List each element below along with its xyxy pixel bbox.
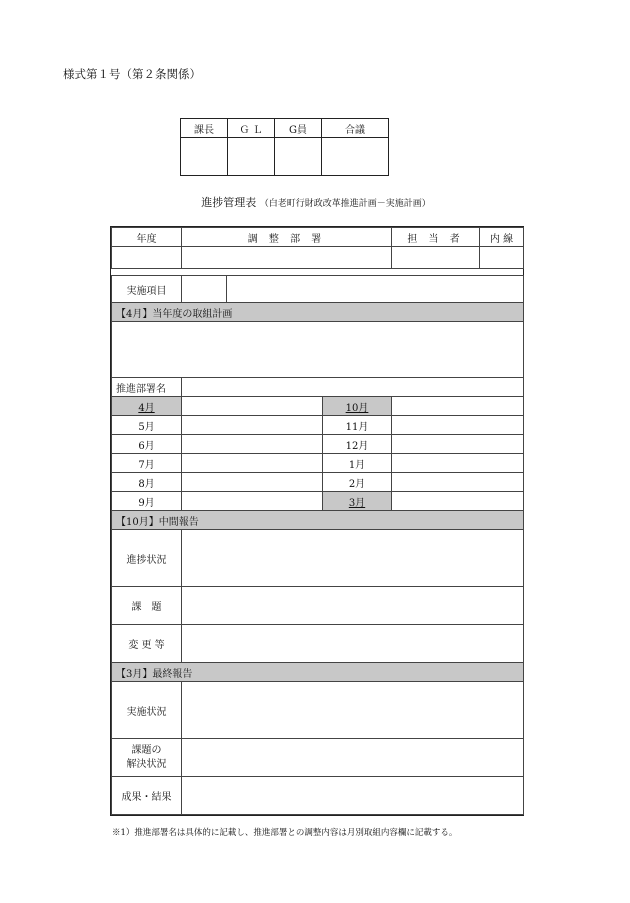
spacer (112, 269, 524, 276)
month-field-april[interactable] (182, 397, 323, 416)
stamp-header-section-chief: 課長 (181, 119, 228, 138)
stamp-box-gl[interactable] (228, 138, 275, 176)
annual-plan-field[interactable] (112, 322, 524, 378)
month-field-march[interactable] (392, 492, 524, 511)
stamp-box-consultation[interactable] (322, 138, 389, 176)
month-field-december[interactable] (392, 435, 524, 454)
issues-label: 課 題 (112, 587, 182, 625)
month-label-june: 6月 (112, 435, 182, 454)
month-field-january[interactable] (392, 454, 524, 473)
implementation-status-field[interactable] (182, 682, 524, 739)
document-title (110, 194, 522, 210)
person-in-charge-label: 担 当 者 (392, 228, 480, 247)
stamp-header-consultation: 合議 (322, 119, 389, 138)
month-label-march: 3月 (323, 492, 392, 511)
april-section-header: 【4月】当年度の取組計画 (112, 303, 524, 322)
extension-field[interactable] (480, 247, 524, 269)
month-label-december: 12月 (323, 435, 392, 454)
results-field[interactable] (182, 777, 524, 815)
progress-status-label: 進捗状況 (112, 530, 182, 587)
month-field-june[interactable] (182, 435, 323, 454)
results-label: 成果・結果 (112, 777, 182, 815)
extension-label: 内 線 (480, 228, 524, 247)
stamp-header-gl: Ｇ Ｌ (228, 119, 275, 138)
issues-field[interactable] (182, 587, 524, 625)
month-field-october[interactable] (392, 397, 524, 416)
issue-resolution-label: 課題の 解決状況 (112, 739, 182, 777)
month-label-july: 7月 (112, 454, 182, 473)
title-sub: （白老町行財政改革推進計画－実施計画） (259, 199, 431, 209)
month-label-september: 9月 (112, 492, 182, 511)
stamp-box-section-chief[interactable] (181, 138, 228, 176)
march-section-header: 【3月】最終報告 (112, 663, 524, 682)
month-label-november: 11月 (323, 416, 392, 435)
footnote: ※1）推進部署名は具体的に記載し、推進部署との調整内容は月別取組内容欄に記載する。 (112, 828, 458, 838)
month-field-august[interactable] (182, 473, 323, 492)
form-number-label: 様式第１号（第２条関係） (63, 67, 201, 81)
month-label-february: 2月 (323, 473, 392, 492)
stamp-header-g-member: G員 (275, 119, 322, 138)
month-field-july[interactable] (182, 454, 323, 473)
coordination-dept-field[interactable] (182, 247, 392, 269)
month-field-may[interactable] (182, 416, 323, 435)
month-field-november[interactable] (392, 416, 524, 435)
promotion-dept-label: 推進部署名 (112, 378, 182, 397)
stamp-box-g-member[interactable] (275, 138, 322, 176)
title-main: 進捗管理表 (201, 196, 257, 209)
changes-label: 変 更 等 (112, 625, 182, 663)
changes-field[interactable] (182, 625, 524, 663)
month-field-september[interactable] (182, 492, 323, 511)
month-label-august: 8月 (112, 473, 182, 492)
implementation-item-label: 実施項目 (112, 276, 182, 303)
person-in-charge-field[interactable] (392, 247, 480, 269)
month-label-january: 1月 (323, 454, 392, 473)
progress-status-field[interactable] (182, 530, 524, 587)
year-field[interactable] (112, 247, 182, 269)
october-section-header: 【10月】中間報告 (112, 511, 524, 530)
progress-management-form (110, 226, 524, 816)
implementation-status-label: 実施状況 (112, 682, 182, 739)
implementation-item-field[interactable] (227, 276, 524, 303)
issue-resolution-field[interactable] (182, 739, 524, 777)
month-label-may: 5月 (112, 416, 182, 435)
implementation-item-code-field[interactable] (182, 276, 227, 303)
promotion-dept-field[interactable] (182, 378, 524, 397)
month-label-april: 4月 (112, 397, 182, 416)
month-label-october: 10月 (323, 397, 392, 416)
approval-stamp-table (180, 118, 389, 176)
month-field-february[interactable] (392, 473, 524, 492)
year-label: 年度 (112, 228, 182, 247)
coordination-dept-label: 調 整 部 署 (182, 228, 392, 247)
